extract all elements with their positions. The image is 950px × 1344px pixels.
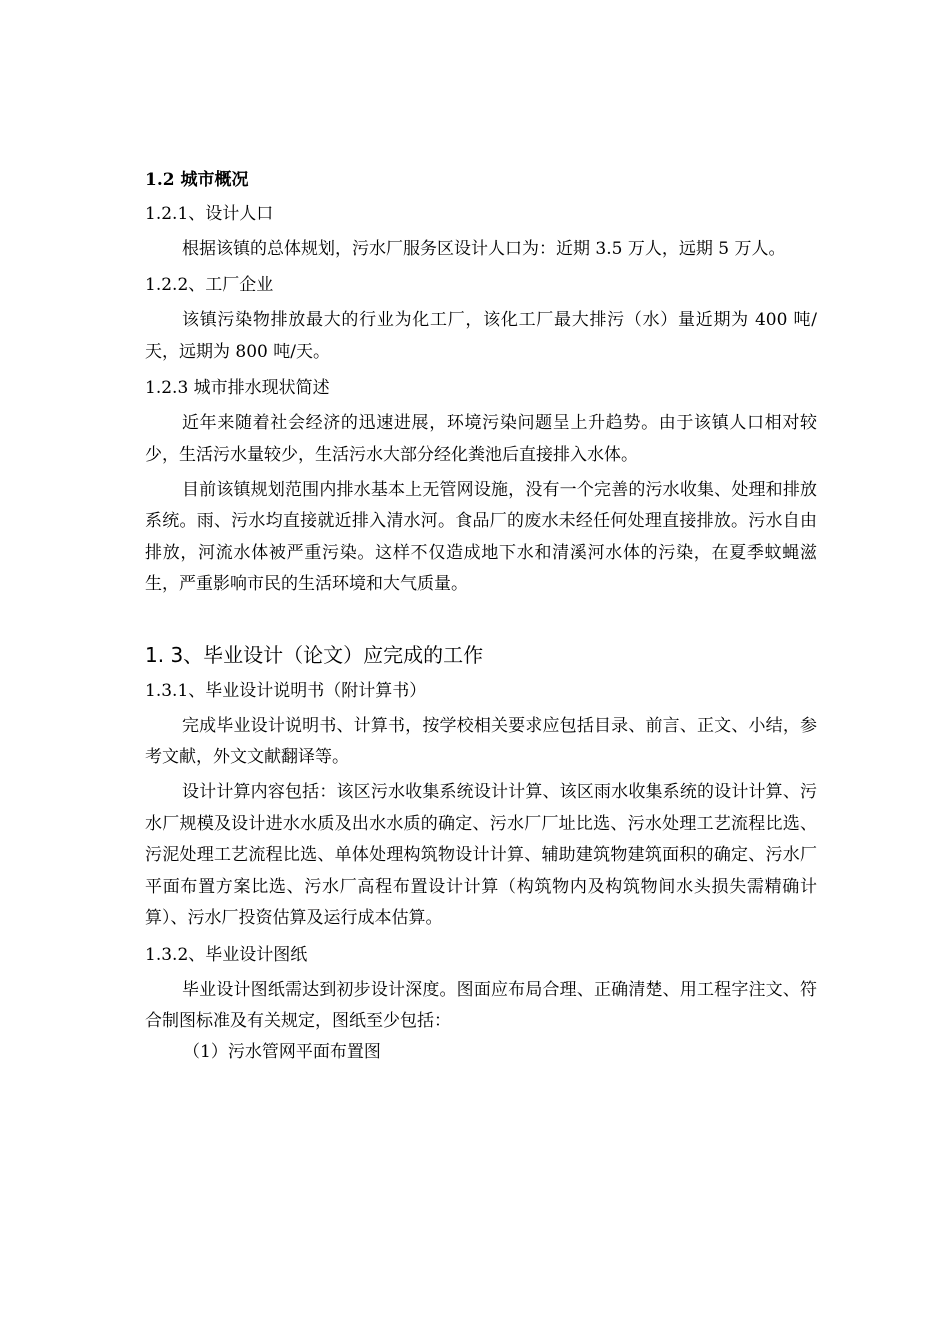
subsection-heading-1-2-2: 1.2.2、工厂企业 [145, 275, 274, 296]
section-heading-1-3: 1. 3、毕业设计（论文）应完成的工作 [145, 642, 484, 667]
list-item: （1）污水管网平面布置图 [183, 1042, 381, 1063]
document-page [145, 168, 817, 1068]
subsection-heading-1-3-1: 1.3.1、毕业设计说明书（附计算书） [145, 680, 427, 701]
paragraph-drawings: 毕业设计图纸需达到初步设计深度。图面应布局合理、正确清楚、用工程字注文、符合制图标准及有关规定，图纸至少包括： [145, 979, 817, 1031]
paragraph-manual: 完成毕业设计说明书、计算书，按学校相关要求应包括目录、前言、正文、小结，参考文献，外文文献翻译等。 [145, 715, 817, 768]
section-heading-1-2: 1.2 城市概况 [145, 170, 249, 190]
subsection-heading-1-2-1: 1.2.1、设计人口 [145, 204, 274, 224]
paragraph-drainage-2: 目前该镇规划范围内排水基本上无管网设施，没有一个完善的污水收集、处理和排放系统。雨、污水均直接就近排入清水河。食品厂的废水未经任何处理直接排放。污水自由排放，河流水体被严重污染。这样不仅造成地下水和清溪河水体的污染，在夏季蚊蝇滋生，严重影响市民的生活环境和大气质量。 [145, 480, 817, 595]
paragraph-calculation: 设计计算内容包括：该区污水收集系统设计计算、该区雨水收集系统的设计计算、污水厂规模及设计进水水质及出水水质的确定、污水厂厂址比选、污水处理工艺流程比选、污泥处理工艺流程比选、单体处理构筑物设计计算、辅助建筑物建筑面积的确定、污水厂平面布置方案比选、污水厂高程布置设计计算（构筑物内及构筑物间水头损失需精确计算）、污水厂投资估算及运行成本估算。 [145, 782, 817, 929]
paragraph-drainage-1: 近年来随着社会经济的迅速进展，环境污染问题呈上升趋势。由于该镇人口相对较少，生活污水量较少，生活污水大部分经化粪池后直接排入水体。 [145, 413, 817, 465]
paragraph-factory: 该镇污染物排放最大的行业为化工厂，该化工厂最大排污（水）量近期为 400 吨/天，远期为 800 吨/天。 [145, 310, 817, 362]
subsection-heading-1-2-3: 1.2.3 城市排水现状简述 [145, 378, 330, 399]
subsection-heading-1-3-2: 1.3.2、毕业设计图纸 [145, 944, 308, 965]
paragraph-population: 根据该镇的总体规划，污水厂服务区设计人口为：近期 3.5 万人，远期 5 万人。 [182, 239, 786, 259]
